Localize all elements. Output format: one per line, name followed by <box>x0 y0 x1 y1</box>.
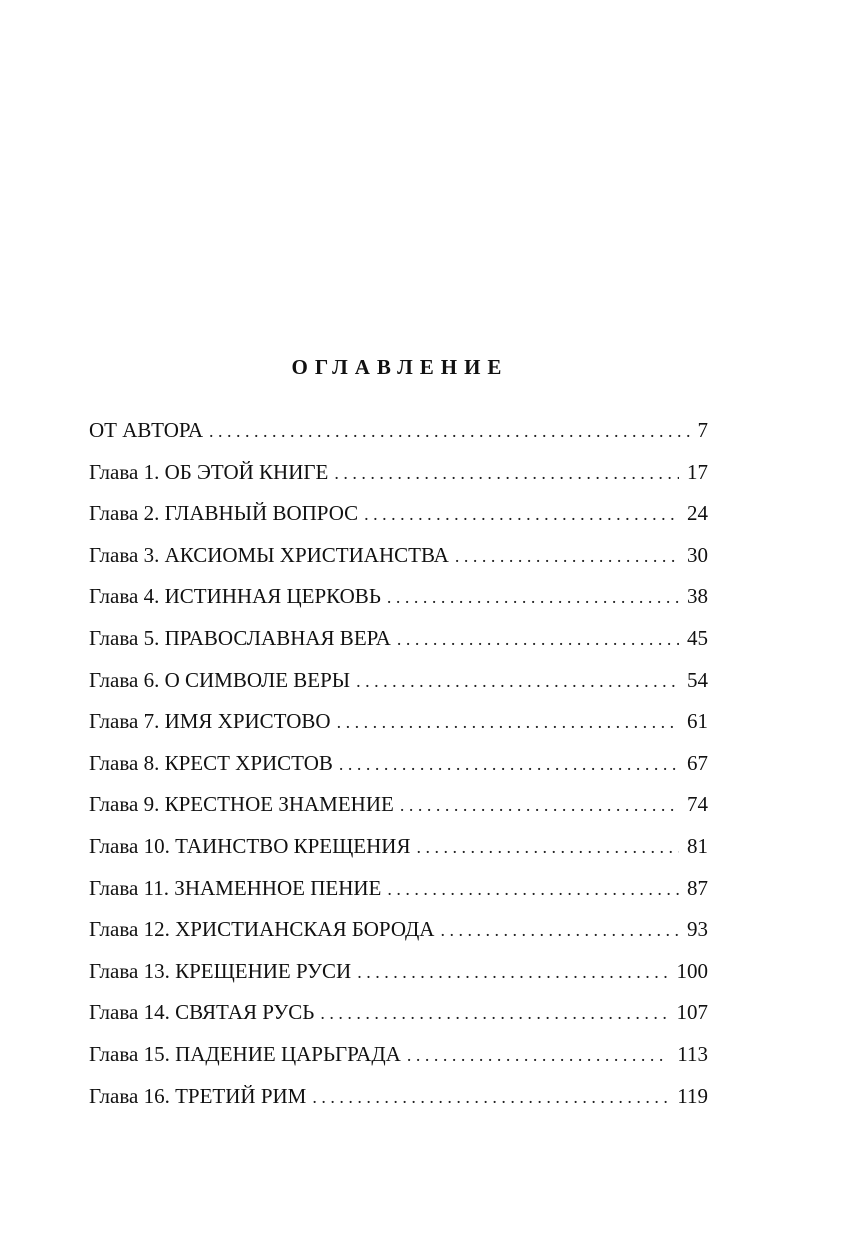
toc-entry-label: Глава 14. СВЯТАЯ РУСЬ <box>89 1000 315 1025</box>
dot-leader <box>387 579 679 616</box>
toc-entry-label: Глава 6. О СИМВОЛЕ ВЕРЫ <box>89 667 351 692</box>
toc-entry[interactable] <box>89 662 708 704</box>
toc-entry-page-number: 45 <box>687 625 708 650</box>
toc-entry-page-number: 17 <box>687 459 708 484</box>
toc-entry-label: Глава 5. ПРАВОСЛАВНАЯ ВЕРА <box>89 625 391 650</box>
toc-entry[interactable] <box>89 870 708 912</box>
toc-entry[interactable] <box>89 953 708 995</box>
page-title: ОГЛАВЛЕНИЕ <box>291 355 509 380</box>
toc-entry[interactable] <box>89 911 708 953</box>
dot-leader <box>440 912 679 949</box>
toc-entry-page-number: 87 <box>687 875 708 900</box>
dot-leader <box>209 413 689 450</box>
toc-entry-label: Глава 10. ТАИНСТВО КРЕЩЕНИЯ <box>89 833 411 858</box>
dot-leader <box>387 871 679 908</box>
toc-entry[interactable] <box>89 703 708 745</box>
toc-entry-page-number: 54 <box>687 667 708 692</box>
toc-entry[interactable] <box>89 412 708 454</box>
toc-entry-page-number: 81 <box>687 833 708 858</box>
toc-entry-label: Глава 4. ИСТИННАЯ ЦЕРКОВЬ <box>89 584 381 609</box>
toc-entry-label: Глава 9. КРЕСТНОЕ ЗНАМЕНИЕ <box>89 792 394 817</box>
toc-entry[interactable] <box>89 1078 708 1120</box>
toc-entry-page-number: 113 <box>677 1041 708 1066</box>
toc-entry-page-number: 30 <box>687 542 708 567</box>
dot-leader <box>407 1037 669 1074</box>
toc-entry[interactable] <box>89 620 708 662</box>
toc-entry[interactable] <box>89 786 708 828</box>
dot-leader <box>320 995 668 1032</box>
dot-leader <box>416 829 679 866</box>
toc-entry-label: Глава 3. АКСИОМЫ ХРИСТИАНСТВА <box>89 542 449 567</box>
toc-entry-label: Глава 7. ИМЯ ХРИСТОВО <box>89 709 331 734</box>
dot-leader <box>337 704 679 741</box>
dot-leader <box>334 455 679 492</box>
dot-leader <box>400 787 679 824</box>
toc-entry-label: Глава 13. КРЕЩЕНИЕ РУСИ <box>89 958 352 983</box>
toc-entry-label: Глава 15. ПАДЕНИЕ ЦАРЬГРАДА <box>89 1041 401 1066</box>
toc-entry[interactable] <box>89 828 708 870</box>
table-of-contents <box>89 412 708 1119</box>
toc-entry[interactable] <box>89 745 708 787</box>
toc-entry-label: Глава 16. ТРЕТИЙ РИМ <box>89 1083 307 1108</box>
toc-entry-label: Глава 12. ХРИСТИАНСКАЯ БОРОДА <box>89 917 435 942</box>
toc-entry-label: ОТ АВТОРА <box>89 418 204 442</box>
toc-entry[interactable] <box>89 537 708 579</box>
toc-entry[interactable] <box>89 495 708 537</box>
toc-entry-page-number: 24 <box>687 501 708 526</box>
dot-leader <box>356 663 679 700</box>
dot-leader <box>397 621 679 658</box>
toc-entry-page-number: 61 <box>687 709 708 734</box>
toc-entry[interactable] <box>89 578 708 620</box>
toc-entry-page-number: 100 <box>676 958 708 983</box>
dot-leader <box>455 538 679 575</box>
toc-entry-page-number: 7 <box>697 418 708 442</box>
dot-leader <box>312 1079 669 1116</box>
toc-entry-page-number: 74 <box>687 792 708 817</box>
toc-entry-page-number: 119 <box>677 1083 708 1108</box>
toc-entry-page-number: 38 <box>687 584 708 609</box>
dot-leader <box>364 496 679 533</box>
toc-entry-page-number: 93 <box>687 917 708 942</box>
toc-entry[interactable] <box>89 454 708 496</box>
dot-leader <box>339 746 679 783</box>
toc-entry-label: Глава 8. КРЕСТ ХРИСТОВ <box>89 750 333 775</box>
toc-entry-label: Глава 11. ЗНАМЕННОЕ ПЕНИЕ <box>89 875 382 900</box>
toc-entry-label: Глава 1. ОБ ЭТОЙ КНИГЕ <box>89 459 329 484</box>
toc-entry-page-number: 67 <box>687 750 708 775</box>
toc-entry-page-number: 107 <box>676 1000 708 1025</box>
toc-entry-label: Глава 2. ГЛАВНЫЙ ВОПРОС <box>89 501 359 526</box>
toc-entry[interactable] <box>89 1036 708 1078</box>
toc-entry[interactable] <box>89 994 708 1036</box>
dot-leader <box>357 954 668 991</box>
